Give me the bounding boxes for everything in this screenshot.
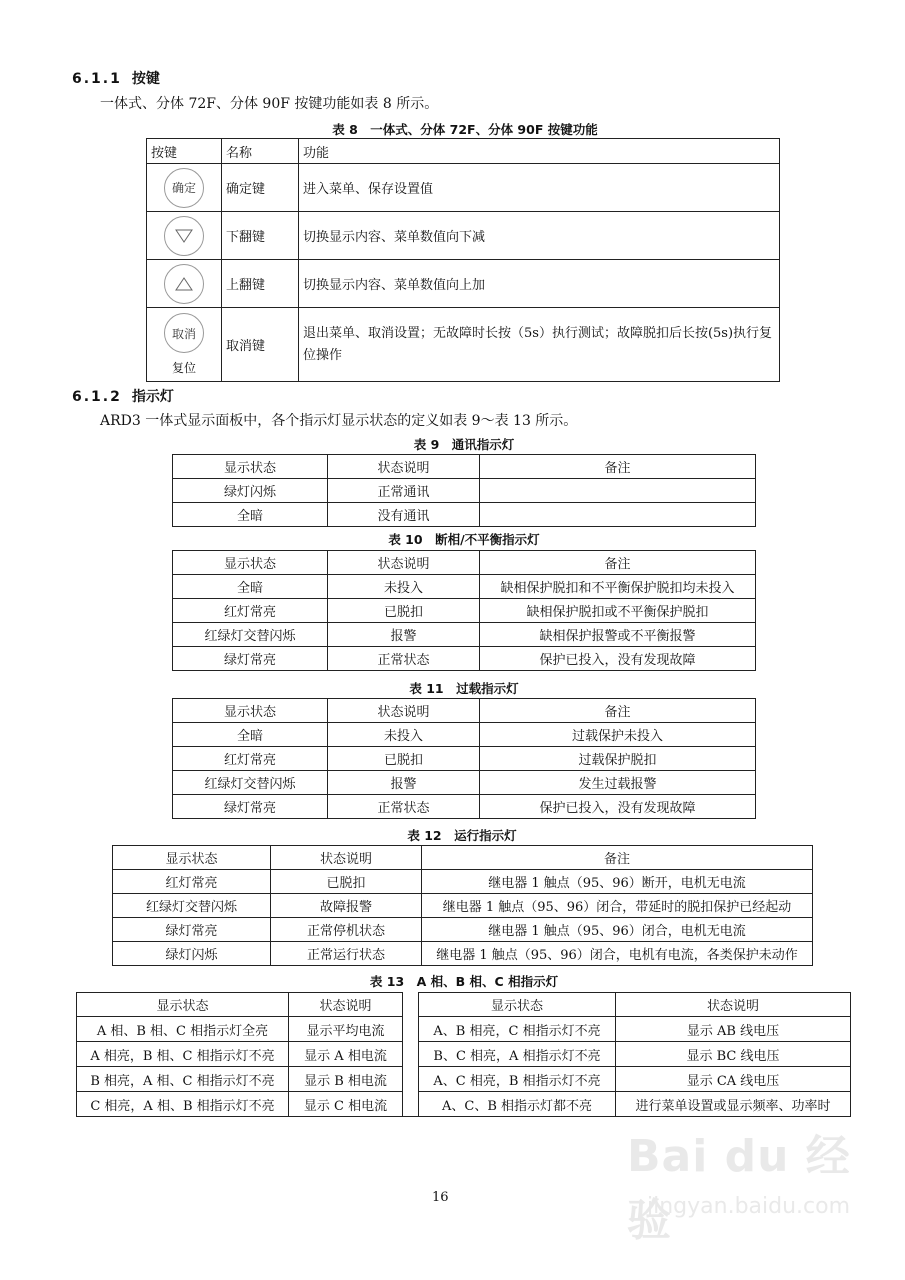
key-function: 进入菜单、保存设置值	[299, 164, 780, 212]
table-row: 红灯常亮 已脱扣 过载保护脱扣	[173, 747, 756, 771]
key-function: 退出菜单、取消设置；无故障时长按（5s）执行测试；故障脱扣后长按(5s)执行复位操作	[299, 308, 780, 382]
table-header-row	[173, 699, 756, 723]
table-row: 绿灯常亮 正常状态 保护已投入，没有发现故障	[173, 795, 756, 819]
header-cell: 显示状态	[77, 993, 289, 1017]
table-row: 全暗 未投入 过载保护未投入	[173, 723, 756, 747]
table-row: 绿灯闪烁 正常通讯	[173, 479, 756, 503]
header-cell: 备注	[480, 455, 756, 479]
header-cell: 备注	[422, 846, 813, 870]
table-header-row	[147, 139, 780, 164]
header-cell: 状态说明	[271, 846, 422, 870]
table-12	[112, 845, 813, 966]
section-intro-6-1-2: ARD3 一体式显示面板中，各个指示灯显示状态的定义如表 9～表 13 所示。	[100, 413, 578, 429]
table-8-caption: 表 8 一体式、分体 72F、分体 90F 按键功能	[332, 122, 598, 137]
table-row: C 相亮，A 相、B 相指示灯不亮 显示 C 相电流 A、C、B 相指示灯都不亮 进行菜单设置或显示频率、功率时	[77, 1092, 851, 1117]
table-13	[76, 992, 851, 1117]
header-cell: 功能	[299, 139, 780, 164]
header-cell: 显示状态	[173, 551, 328, 575]
confirm-key-icon: 确定	[164, 168, 204, 208]
table-row: 红绿灯交替闪烁 报警 发生过载报警	[173, 771, 756, 795]
key-name: 下翻键	[222, 212, 299, 260]
key-function: 切换显示内容、菜单数值向下减	[299, 212, 780, 260]
table-header-row	[173, 551, 756, 575]
header-cell: 状态说明	[328, 455, 480, 479]
table-row	[147, 164, 780, 212]
table-row: A 相、B 相、C 相指示灯全亮 显示平均电流 A、B 相亮，C 相指示灯不亮 显示 AB 线电压	[77, 1017, 851, 1042]
header-cell: 显示状态	[113, 846, 271, 870]
table-row: 红灯常亮 已脱扣 继电器 1 触点（95、96）断开，电机无电流	[113, 870, 813, 894]
table-row: 绿灯常亮 正常停机状态 继电器 1 触点（95、96）闭合，电机无电流	[113, 918, 813, 942]
header-cell: 备注	[480, 699, 756, 723]
section-intro-6-1-1: 一体式、分体 72F、分体 90F 按键功能如表 8 所示。	[100, 96, 439, 112]
key-name: 上翻键	[222, 260, 299, 308]
table-row: 绿灯闪烁 正常运行状态 继电器 1 触点（95、96）闭合，电机有电流，各类保护未动作	[113, 942, 813, 966]
header-cell: 状态说明	[328, 699, 480, 723]
table-11	[172, 698, 756, 819]
baidu-jingyan-watermark	[627, 1120, 887, 1246]
header-cell: 状态说明	[616, 993, 851, 1017]
table-header-row	[113, 846, 813, 870]
table-12-caption: 表 12 运行指示灯	[407, 828, 517, 843]
watermark-logo-text: Bai du 经验	[627, 1131, 851, 1246]
table-9-caption: 表 9 通讯指示灯	[413, 437, 515, 452]
table-13-caption: 表 13 A 相、B 相、C 相指示灯	[369, 974, 559, 989]
table-row: 全暗 没有通讯	[173, 503, 756, 527]
table-row: 红绿灯交替闪烁 报警 缺相保护报警或不平衡报警	[173, 623, 756, 647]
header-cell: 状态说明	[289, 993, 403, 1017]
header-cell: 显示状态	[173, 455, 328, 479]
key-function: 切换显示内容、菜单数值向上加	[299, 260, 780, 308]
header-cell: 状态说明	[328, 551, 480, 575]
table-row	[147, 308, 780, 382]
page-number: 16	[432, 1190, 449, 1205]
table-row	[147, 212, 780, 260]
table-row: 绿灯常亮 正常状态 保护已投入，没有发现故障	[173, 647, 756, 671]
header-cell: 名称	[222, 139, 299, 164]
table-header-row	[173, 455, 756, 479]
key-name: 确定键	[222, 164, 299, 212]
table-row: 全暗 未投入 缺相保护脱扣和不平衡保护脱扣均未投入	[173, 575, 756, 599]
header-cell: 显示状态	[173, 699, 328, 723]
table-header-row	[77, 993, 851, 1017]
key-name: 取消键	[222, 308, 299, 382]
table-row: A 相亮，B 相、C 相指示灯不亮 显示 A 相电流 B、C 相亮，A 相指示灯不亮 显示 BC 线电压	[77, 1042, 851, 1067]
header-cell: 备注	[480, 551, 756, 575]
header-cell: 按键	[147, 139, 222, 164]
section-heading-6-1-2: 6.1.2 指示灯	[72, 389, 174, 405]
down-triangle-icon	[164, 216, 204, 256]
watermark-url: jingyan.baidu.com	[647, 1194, 851, 1219]
table-row: 红绿灯交替闪烁 故障报警 继电器 1 触点（95、96）闭合，带延时的脱扣保护已经起动	[113, 894, 813, 918]
section-heading-6-1-1: 6.1.1 按键	[72, 71, 160, 87]
table-8	[146, 138, 780, 382]
table-10	[172, 550, 756, 671]
header-cell: 显示状态	[419, 993, 616, 1017]
table-9	[172, 454, 756, 527]
table-row	[147, 260, 780, 308]
up-triangle-icon	[164, 264, 204, 304]
cancel-key-icon: 取消	[164, 313, 204, 353]
table-11-caption: 表 11 过载指示灯	[409, 681, 519, 696]
table-row: B 相亮，A 相、C 相指示灯不亮 显示 B 相电流 A、C 相亮，B 相指示灯不亮 显示 CA 线电压	[77, 1067, 851, 1092]
reset-label: 复位	[171, 361, 196, 375]
table-10-caption: 表 10 断相/不平衡指示灯	[388, 532, 540, 547]
table-row: 红灯常亮 已脱扣 缺相保护脱扣或不平衡保护脱扣	[173, 599, 756, 623]
